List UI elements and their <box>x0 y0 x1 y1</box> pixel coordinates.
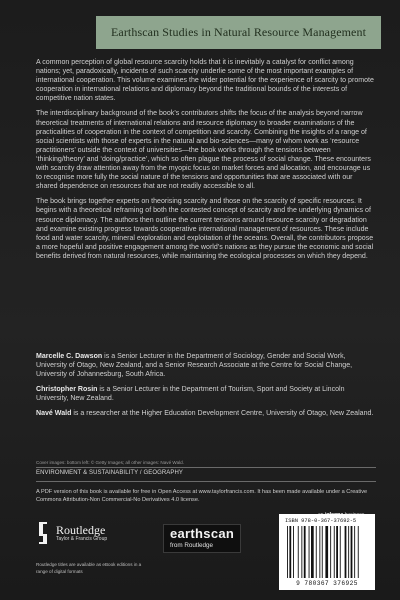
isbn-label: ISBN 978-0-367-37692-5 <box>285 518 357 524</box>
author-name: Christopher Rosin <box>36 386 98 394</box>
earthscan-subtitle: from Routledge <box>170 542 214 549</box>
ebook-note: Routledge titles are available as eBook editions in a range of digital formats <box>36 562 142 574</box>
description-paragraph-2: The interdisciplinary background of the book’s contributors shifts the focus of the analysis beyond narrow theoretical treatments of international relations and resource diplomacy to broader examinations of the practicalities of cooperation in the context of competition and scarcity. Combining the insights of a range of social scientists with those of experts in the natural and bio-sciences—many of whom work as ‘resource practitioners’ outside the context of universities—the book works through the tensions between ‘thinking/theory’ and ‘doing/practice’, which so often plague the process of social change. These encounters with scarcity draw attention away from the myopic focus on market forces and allocation, and encourage us to recognise more fully the social nature of the tensions and opportunities that are associated with our shared dependence on resources that are not readily accessible to all. <box>36 110 371 191</box>
barcode-bar <box>340 526 341 578</box>
barcode-bar <box>287 526 288 578</box>
barcode-bar <box>293 526 294 578</box>
barcode-bar <box>311 526 314 578</box>
author-name: Marcelle C. Dawson <box>36 353 103 360</box>
author-bio-text: is a Senior Lecturer in the Department of Sociology, Gender and Social Work, University of Otago, New Zealand, and a Senior Research Associate at the Centre for Social Change, University of Johannesburg, South Africa. <box>36 353 353 379</box>
barcode-bar <box>348 526 349 578</box>
barcode-icon <box>285 526 369 580</box>
earthscan-name: earthscan <box>170 526 235 541</box>
book-description <box>36 58 376 267</box>
barcode-bar <box>322 526 323 578</box>
barcode-bar <box>345 526 347 578</box>
barcode-bar <box>304 526 306 578</box>
barcode-bar <box>316 526 317 578</box>
author-bio-text: is a researcher at the Higher Education Development Centre, University of Otago, New Zealand. <box>71 410 374 418</box>
barcode-bar <box>319 526 320 578</box>
routledge-subtitle: Taylor & Francis Group <box>56 535 108 542</box>
barcode-digits: 9 780367 376925 <box>296 580 358 587</box>
barcode-bar <box>358 526 359 578</box>
barcode-bar <box>354 526 355 578</box>
barcode-bar <box>334 526 335 578</box>
author-bio-text: is a Senior Lecturer in the Department of Tourism, Sport and Society at Lincoln University, New Zealand. <box>36 386 345 403</box>
routledge-name: Routledge <box>56 522 106 537</box>
author-bio <box>36 385 376 403</box>
cover-image-credit: Cover images: bottom left: © Getty Images; all other images: Navé Wald. <box>36 460 184 465</box>
barcode-bar <box>298 526 299 578</box>
earthscan-logo <box>163 524 241 553</box>
isbn-barcode <box>279 514 375 590</box>
barcode-bar <box>336 526 338 578</box>
divider-bottom <box>36 481 376 482</box>
routledge-emblem-icon <box>36 520 50 546</box>
barcode-bar <box>325 526 328 578</box>
barcode-bar <box>289 526 291 578</box>
divider-top <box>36 467 376 468</box>
series-title: Earthscan Studies in Natural Resource Management <box>110 25 367 39</box>
open-access-note: A PDF version of this book is available for free in Open Access at www.taylorfrancis.com. It has been made available under a Creative Commons Attribution-Non Commercial-No Derivatives 4.0 license. <box>36 489 368 503</box>
description-paragraph-1: A common perception of global resource scarcity holds that it is inevitably a catalyst for conflict among nations; yet, paradoxically, incidents of such scarcity underlie some of the most important examples of international cooperation. This volume examines the wider potential for the experience of scarcity to promote cooperation in international relations and diplomacy beyond the traditional bounds of the interests of competitive nation states. <box>36 59 374 103</box>
barcode-bar <box>351 526 353 578</box>
barcode-bar <box>309 526 310 578</box>
subject-category: ENVIRONMENT & SUSTAINABILITY / GEOGRAPHY <box>36 470 184 476</box>
series-title-banner <box>96 16 381 49</box>
routledge-logo <box>36 520 107 546</box>
barcode-bar <box>301 526 302 578</box>
description-paragraph-3: The book brings together experts on theorising scarcity and those on the scarcity of specific resources. It begins with a theoretical reframing of both the contested concept of scarcity and the underlying dynamics of resource diplomacy. The authors then outline the current tensions around resource scarcity or degradation and examine existing progress towards cooperative international management of resources. These include food and water scarcity, mineral exploration and exploitation of the oceans. Overall, the contributors propose a more hopeful and positive engagement among the world’s nations as they pursue the economic and social benefits derived from natural resources, while maintaining the ecological processes on which they depend. <box>36 198 374 260</box>
author-bio <box>36 352 376 379</box>
barcode-bar <box>330 526 331 578</box>
author-bio <box>36 409 376 418</box>
author-name: Navé Wald <box>36 410 72 418</box>
author-bios <box>36 352 376 425</box>
